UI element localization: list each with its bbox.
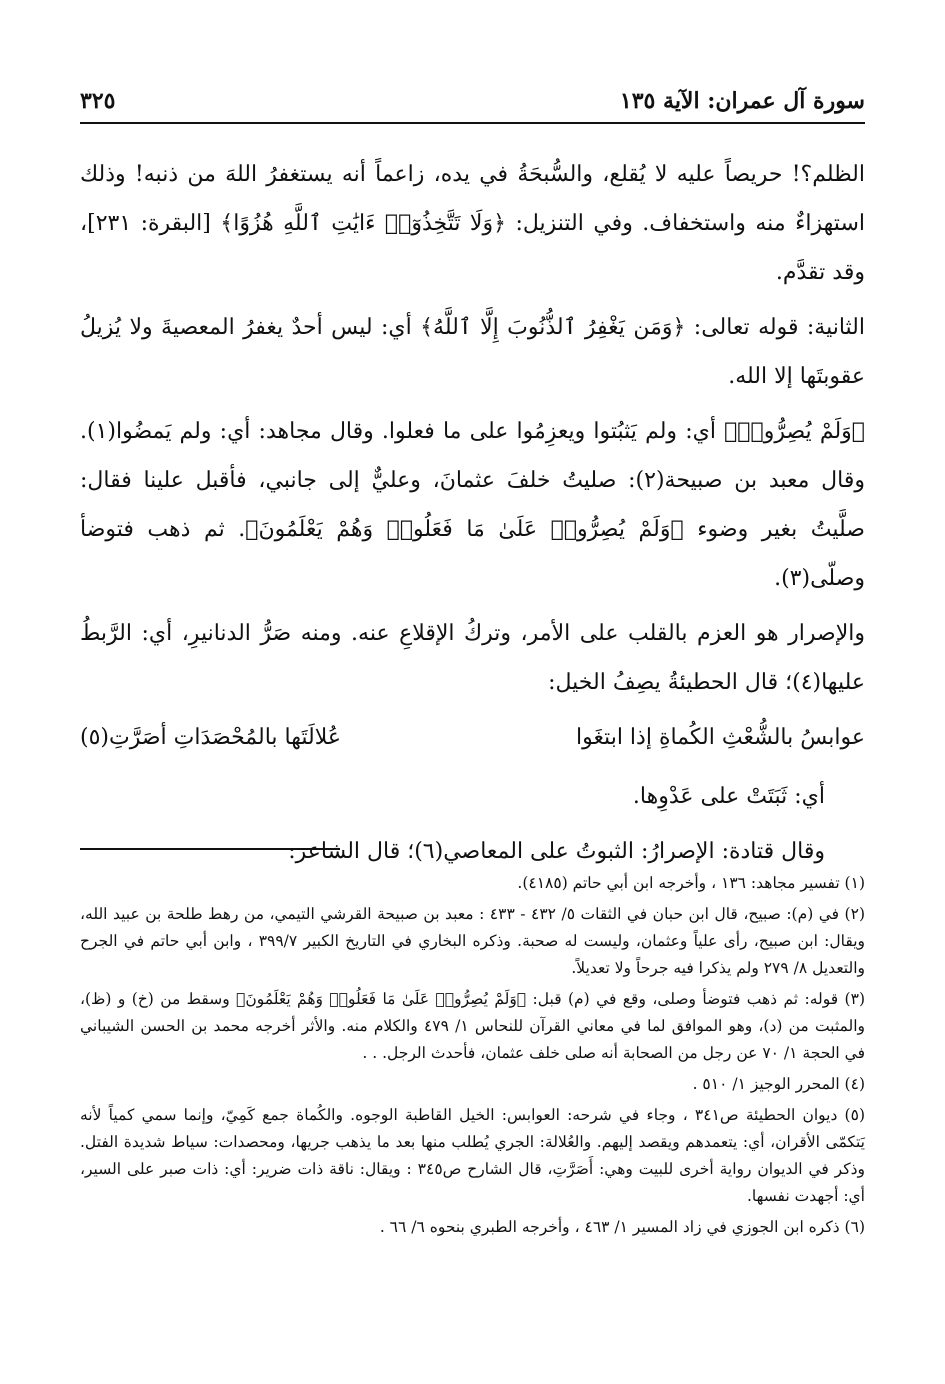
footnote-6: (٦) ذكره ابن الجوزي في زاد المسير ١/ ٤٦٣ ، وأخرجه الطبري بنحوه ٦/ ٦٦ . (379, 1218, 865, 1236)
paragraph-4: والإصرار هو العزم بالقلب على الأمر، وتركُ الإقلاعِ عنه. ومنه صَرُّ الدنانيرِ، أي: الرَّبطُ عليها(٤)؛ قال الحطيئةُ يصِفُ الخيل: (80, 621, 865, 695)
poem-first-hemistich: عوابسُ بالشُّعْثِ الكُماةِ إذا ابتغَوا (575, 725, 865, 750)
running-title: سورة آل عمران: الآية ١٣٥ (619, 88, 865, 114)
footnotes (80, 870, 865, 1245)
paragraph-5: أي: ثَبَتَتْ على عَدْوِها. (632, 784, 825, 809)
paragraph-2: الثانية: قوله تعالى: ﴿وَمَن يَغْفِرُ ٱلذُّنُوبَ إِلَّا ٱللَّهُ﴾ أي: ليس أحدٌ يغفرُ المعصيةَ ولا يُزيلُ عقوبتَها إلا الله. (80, 315, 865, 389)
paragraph-3: ﴿وَلَمْ يُصِرُّوا۟﴾ أي: ولم يَثبُتوا ويعزِمُوا على ما فعلوا. وقال مجاهد: أي: ولم يَمضُوا(١). وقال معبد بن صبيحة(٢): صليتُ خلفَ عثمانَ، وعليٌّ إلى جانبي، فأقبل علينا فقال: صلَّيتُ بغير وضوء ﴿وَلَمْ يُصِرُّوا۟ عَلَىٰ مَا فَعَلُوا۟ وَهُمْ يَعْلَمُونَ﴾. ثم ذهب فتوضأ وصلّى(٣). (80, 419, 865, 591)
poem-second-hemistich: عُلالَتَها بالمُحْصَدَاتِ أصَرَّتِ(٥) (80, 725, 341, 750)
footnote-3: (٣) قوله: ثم ذهب فتوضأ وصلى، وقع في (م) قبل: ﴿وَلَمْ يُصِرُّوا۟ عَلَىٰ مَا فَعَلُوا۟ وَهُمْ يَعْلَمُونَ﴾ وسقط من (خ) و (ظ)، والمثبت من (د)، وهو الموافق لما في معاني القرآن للنحاس ١/ ٤٧٩ والكلام منه. والأثر أخرجه محمد بن الحسن الشيباني في الحجة ١/ ٧٠ عن رجل من الصحابة أنه صلى خلف عثمان، فأحدث الرجل. . . (80, 990, 865, 1062)
page-header (80, 88, 865, 124)
footnote-5: (٥) ديوان الحطيئة ص٣٤١ ، وجاء في شرحه: العوابس: الخيل القاطبة الوجوه. والكُماة جمع كَمِيّ، وإنما سمي كمياً لأنه يَتكمّى الأقران، أي: يتعمدهم ويقصد إليهم. والعُلالة: الجري يُطلب منها بعد ما يذهب جريها، ومحصدات: سياط شديدة الفتل. وذكر في الديوان رواية أخرى للبيت وهي: أَصَرَّتِ، قال الشارح ص٣٤٥ : ويقال: ناقة ذات ضرير: أي: ذات صبر على السير، أي: أجهدت نفسها. (80, 1106, 865, 1205)
footnote-divider (80, 848, 340, 850)
paragraph-6: وقال قتادة: الإصرارُ: الثبوتُ على المعاصي(٦)؛ قال الشاعر: (288, 839, 825, 864)
poem-verse (80, 713, 865, 762)
main-text (80, 150, 865, 882)
page-number: ٣٢٥ (80, 88, 116, 114)
footnote-1: (١) تفسير مجاهد: ١٣٦ ، وأخرجه ابن أبي حاتم (٤١٨٥). (517, 874, 865, 892)
paragraph-1: الظلم؟! حريصاً عليه لا يُقلع، والسُّبحَةُ في يده، زاعماً أنه يستغفرُ اللهَ من ذنبه! وذلك استهزاءٌ منه واستخفاف. وفي التنزيل: ﴿وَلَا تَتَّخِذُوٓا۟ ءَايَٰتِ ٱللَّهِ هُزُوًا﴾ [البقرة: ٢٣١]، وقد تقدَّم. (80, 162, 865, 285)
footnote-4: (٤) المحرر الوجيز ١/ ٥١٠ . (692, 1075, 865, 1093)
footnote-2: (٢) في (م): صبيح، قال ابن حبان في الثقات ٥/ ٤٣٢ - ٤٣٣ : معبد بن صبيحة القرشي التيمي، من رهط طلحة بن عبيد الله، ويقال: ابن صبيح، رأى علياً وعثمان، وليست له صحبة. وذكره البخاري في التاريخ الكبير ٣٩٩/٧ ، وابن أبي حاتم في الجرح والتعديل ٨/ ٢٧٩ ولم يذكرا فيه جرحاً ولا تعديلاً. (80, 905, 865, 977)
header-divider (80, 122, 865, 124)
